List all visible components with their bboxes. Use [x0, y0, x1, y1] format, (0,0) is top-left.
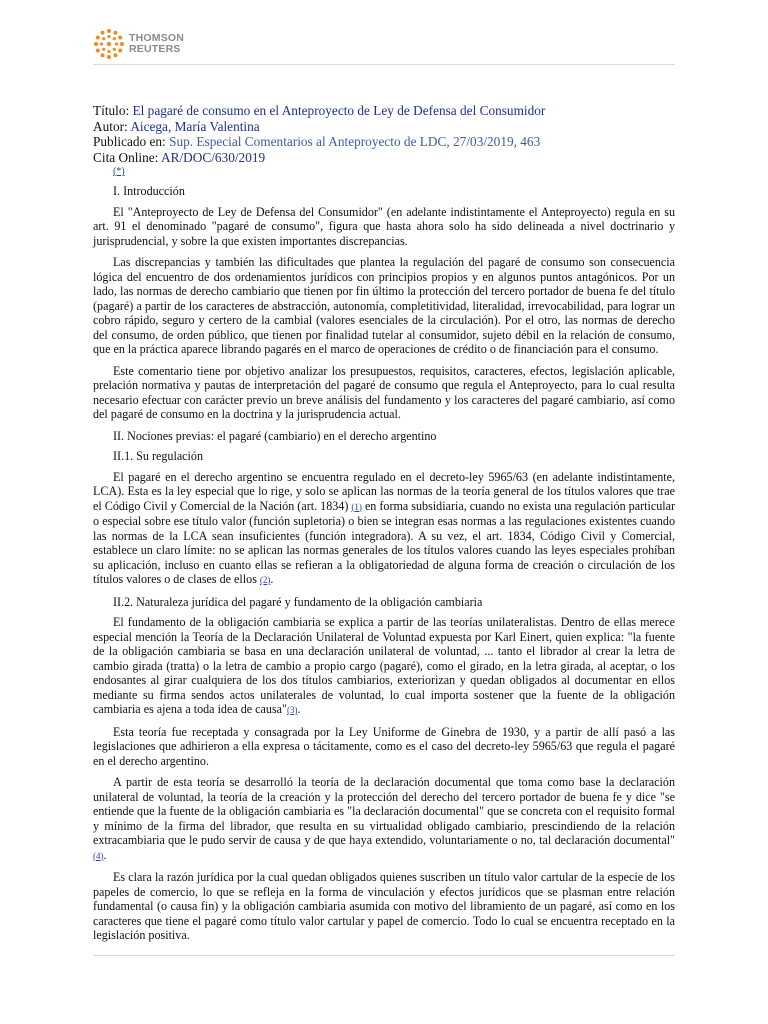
page-header [93, 26, 675, 65]
published-label: Publicado en: [93, 134, 166, 149]
logo-line-2: REUTERS [129, 43, 181, 55]
section-heading-regulacion: II.1. Su regulación [113, 449, 204, 463]
section-heading-introduccion: I. Introducción [113, 184, 185, 198]
paragraph-2: Las discrepancias y también las dificultades que plantea la regulación del pagaré de consumo son consecuencia lógica del encuentro de dos ordenamientos jurídicos con principios propios y en algunos puntos antagónicos. Por un lado, las normas de derecho cambiario que tienen por fin último la protección del tercero portador de buena fe del título (pagaré) a partir de los caracteres de abstracción, autonomía, completitividad, literalidad, irrevocabilidad, para lograr un cobro rápido, seguro y certero de la cambial (valores esenciales de la circulación). Por el otro, las normas de derecho del consumo, de orden público, que tienen por finalidad tutelar al consumidor, sujeto débil en la relación de consumo, que en la práctica aparece librando pagarés en el marco de operaciones de crédito o de financiación para el consumo. [93, 255, 675, 356]
footnote-ref-4[interactable]: (4) [93, 850, 104, 861]
cita-label: Cita Online: [93, 149, 159, 165]
paragraph-6: Esta teoría fue receptada y consagrada por la Ley Uniforme de Ginebra de 1930, y a partir de allí pasó a las legislaciones que adhirieron a ella expresa o tácitamente, como es el caso del decreto-ley 5965/63 que regula el pagaré en el derecho argentino. [93, 724, 675, 768]
logo-wordmark [129, 33, 184, 55]
logo-line-1: THOMSON [129, 32, 185, 44]
document-metadata [93, 103, 675, 165]
paragraph-4-text-b: en forma subsidiaria, cuando no exista una regulación particular o especial sobre ese título valor (función supletoria) o bien se integran esas normas a las regulaciones existentes cuando las normas de la LCA sean insuficientes (función integradora). A su vez, el art. 1834, Código Civil y Comercial, establece un claro límite: no se aplican las normas generales de los títulos valores cuando las leyes especiales prohíban su aplicación, incluso en cuanto ellas se refieran a la obligatoriedad de alguna forma de creación o circulación de los títulos valores o de clases de ellos [93, 498, 675, 586]
footnote-ref-3[interactable]: (3) [286, 705, 298, 715]
footnote-star-link[interactable]: (*) [113, 166, 125, 177]
paragraph-4-text-c: . [270, 572, 274, 586]
cita-row [93, 150, 675, 166]
paragraph-5-text-b: . [297, 702, 301, 716]
author-link[interactable]: Aicega, María Valentina [130, 118, 260, 134]
paragraph-4 [93, 470, 675, 588]
article-body [93, 184, 675, 950]
paragraph-7-text-a: A partir de esta teoría se desarrolló la teoría de la declaración documental que toma como base la declaración unilateral de voluntad, la teoría de la creación y la protección del derecho del tercero portador de buena fe y dice "se entiende que la fuente de la obligación cambiaria es "la declaración documental" que se concreta con el requisito formal y mínimo de la firma del librador, que resulta en su virtualidad obligado cambiario, prescindiendo de la relación extracambiaria que le pudo servir de causa y de que haya extendido, voluntariamente o no, tal declaración documental" [93, 775, 675, 847]
published-link[interactable]: Sup. Especial Comentarios al Anteproyecto de LDC, 27/03/2019, 463 [169, 134, 541, 149]
title-link[interactable]: El pagaré de consumo en el Anteproyecto de Ley de Defensa del Consumidor [132, 103, 546, 118]
author-row [93, 119, 675, 135]
title-label: Título: [93, 103, 130, 118]
footnote-ref-1[interactable]: (1) [351, 501, 362, 512]
paragraph-5-text-a: El fundamento de la obligación cambiaria se explica a partir de las teorías unilateralistas. Dentro de ellas merece especial mención la Teoría de la Declaración Unilateral de Voluntad expuesta por Karl Einert, quien explica: "la fuente de la obligación cambiaria se basa en una declaración unilateral de voluntad, ... tanto el librador al crear la letra de cambio girada (tratta) o la letra de cambio a propio cargo (pagaré), como el girado, en la letra girada, al aceptar, o los endosantes al girar cualquiera de los dos títulos cambiarios, exteriorizan y quedan obligados al documentar en ellos mediante su firma sendos actos unilaterales de voluntad, lo cual importa sostener que la fuente de la obligación cambiaria es ajena a toda idea de causa" [93, 615, 675, 716]
paragraph-8: Es clara la razón jurídica por la cual quedan obligados quienes suscriben un título valor cartular de la especie de los papeles de comercio, lo que se refleja en la forma de vinculación y efectos jurídicos que se plasman entre relación fundamental (o causa fin) y la obligación cambiaria asumida con motivo del libramiento de un pagaré, así como en los caracteres que tiene el pagaré como título valor cartular y papel de comercio. Todo lo cual se encuentra receptado en la legislación positiva. [93, 870, 675, 942]
paragraph-7 [93, 775, 675, 863]
paragraph-3: Este comentario tiene por objetivo analizar los presupuestos, requisitos, caracteres, efectos, legislación aplicable, prelación normativa y pautas de interpretación del pagaré de consumo que regula el Anteproyecto, para lo cual resulta necesario efectuar con carácter previo un breve análisis del fundamento y los caracteres del pagaré cambiario, así como del pagaré de consumo en la doctrina y la jurisprudencia actual. [93, 363, 675, 421]
paragraph-5 [93, 615, 675, 718]
footer-divider [93, 955, 675, 956]
footnote-ref-2[interactable]: (2) [259, 575, 271, 585]
section-heading-naturaleza: II.2. Naturaleza jurídica del pagaré y fundamento de la obligación cambiaria [113, 594, 483, 609]
paragraph-7-text-b: . [103, 847, 107, 862]
published-row [93, 134, 675, 150]
cita-link[interactable]: AR/DOC/630/2019 [160, 149, 266, 165]
title-row [93, 103, 675, 119]
section-heading-nociones: II. Nociones previas: el pagaré (cambiario) en el derecho argentino [113, 428, 437, 443]
author-label: Autor: [93, 118, 128, 134]
paragraph-1: El "Anteproyecto de Ley de Defensa del Consumidor" (en adelante indistintamente el Anteproyecto) regula en su art. 91 el denominado "pagaré de consumo", figura que hasta ahora solo ha sido delineada a nivel doctrinario y jurisprudencial, y sobre la que existen importantes discrepancias. [93, 204, 675, 248]
reuters-dots-icon [93, 28, 125, 60]
paragraph-4-text-a: El pagaré en el derecho argentino se encuentra regulado en el decreto-ley 5965/63 (en adelante indistintamente, LCA). Esta es la ley especial que lo rige, y solo se aplican las normas de la teoría general de los títulos valores que trae el Código Civil y Comercial de la Nación (art. 1834) [93, 469, 675, 513]
thomson-reuters-logo [93, 28, 184, 60]
